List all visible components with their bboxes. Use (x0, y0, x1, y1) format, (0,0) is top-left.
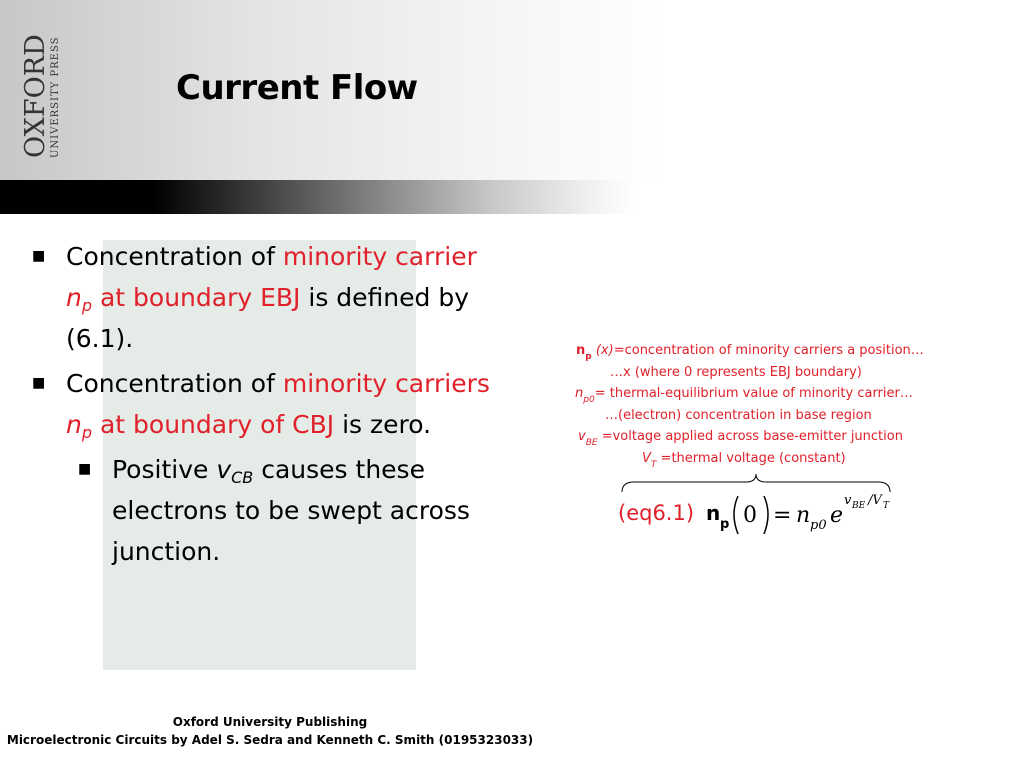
note-argument: (x) (595, 343, 614, 358)
note-variable-sub: p0 (583, 395, 595, 405)
sub-bullet-item (76, 449, 500, 572)
bullet-variable-sub: p (81, 423, 93, 442)
note-variable: V (642, 450, 651, 466)
note-variable: n (576, 343, 586, 358)
bullet-text: Concentration of (66, 242, 283, 271)
equation-label: (eq6.1) (618, 501, 695, 525)
bullet-text: Concentration of (66, 369, 283, 398)
bullet-highlight: at boundary EBJ (92, 283, 301, 312)
equation-rhs-sub: p0 (810, 518, 827, 533)
bullet-text: causes these electrons to be swept across junction. (112, 455, 470, 566)
note-variable-sub: T (650, 459, 657, 470)
equation-exponent-vt: /V (868, 493, 882, 508)
equation-notes (560, 340, 960, 469)
page-title: Current Flow (176, 68, 418, 108)
square-bullet-icon: ■ (32, 248, 46, 264)
equation-6-1 (618, 490, 918, 540)
logo-name-text: OXFORD (20, 34, 51, 158)
note-text: =thermal voltage (constant) (660, 450, 846, 466)
bullet-variable: n (66, 283, 82, 312)
note-variable: n (575, 386, 584, 401)
header-band-notch (0, 212, 155, 214)
note-line (560, 383, 960, 405)
bullet-highlight: minority carrier (282, 242, 477, 271)
note-text: =concentration of minority carriers a position… (613, 343, 924, 358)
footer-publisher: Oxford University Publishing (172, 715, 368, 729)
logo-sub-text: UNIVERSITY PRESS (50, 36, 61, 158)
note-text: =voltage applied across base-emitter junction (601, 429, 903, 444)
bullet-text: is zero. (334, 410, 432, 439)
bullet-highlight: minority carriers (282, 369, 490, 398)
equation-exponential: e (830, 503, 844, 528)
open-paren-icon (734, 496, 738, 534)
bullet-variable-sub: CB (231, 468, 254, 487)
equation-lhs: n (706, 501, 721, 525)
note-variable-sub: p (585, 352, 592, 362)
equation-rhs-n: n (796, 503, 811, 528)
oxford-logo (14, 18, 64, 160)
bullet-item (30, 236, 500, 359)
bullet-text: is defined by (6.1). (66, 283, 469, 353)
close-paren-icon (764, 496, 768, 534)
square-bullet-icon: ■ (78, 461, 92, 477)
bullet-highlight: at boundary of CBJ (92, 410, 335, 439)
note-line (560, 426, 960, 448)
footer-book-citation: Microelectronic Circuits by Adel S. Sedra and Kenneth C. Smith (0195323033) (6, 733, 534, 747)
note-variable-sub: BE (585, 438, 598, 448)
slide-content (30, 236, 500, 576)
bullet-variable-sub: p (81, 296, 93, 315)
note-line (560, 448, 960, 470)
note-line: …(electron) concentration in base region (605, 407, 872, 423)
bullet-variable: v (216, 455, 232, 484)
header-background (0, 0, 1024, 180)
equation-exponent-sub: BE (852, 501, 866, 511)
bullet-text: Positive (112, 455, 217, 484)
bullet-item (30, 363, 500, 445)
note-text: = thermal-equilibrium value of minority carrier… (594, 386, 913, 401)
bullet-variable: n (66, 410, 82, 439)
note-line: …x (where 0 represents EBJ boundary) (610, 364, 862, 380)
equation-argument: 0 (743, 503, 757, 528)
square-bullet-icon: ■ (32, 375, 46, 391)
note-variable: v (578, 429, 586, 444)
footer (0, 713, 540, 749)
equation-exponent-t: T (883, 501, 890, 511)
note-line (560, 340, 960, 362)
equation-lhs-sub: p (720, 517, 730, 532)
equation-equals: = (773, 503, 792, 528)
header-band (0, 180, 1024, 214)
equation-exponent-v: v (844, 493, 852, 508)
